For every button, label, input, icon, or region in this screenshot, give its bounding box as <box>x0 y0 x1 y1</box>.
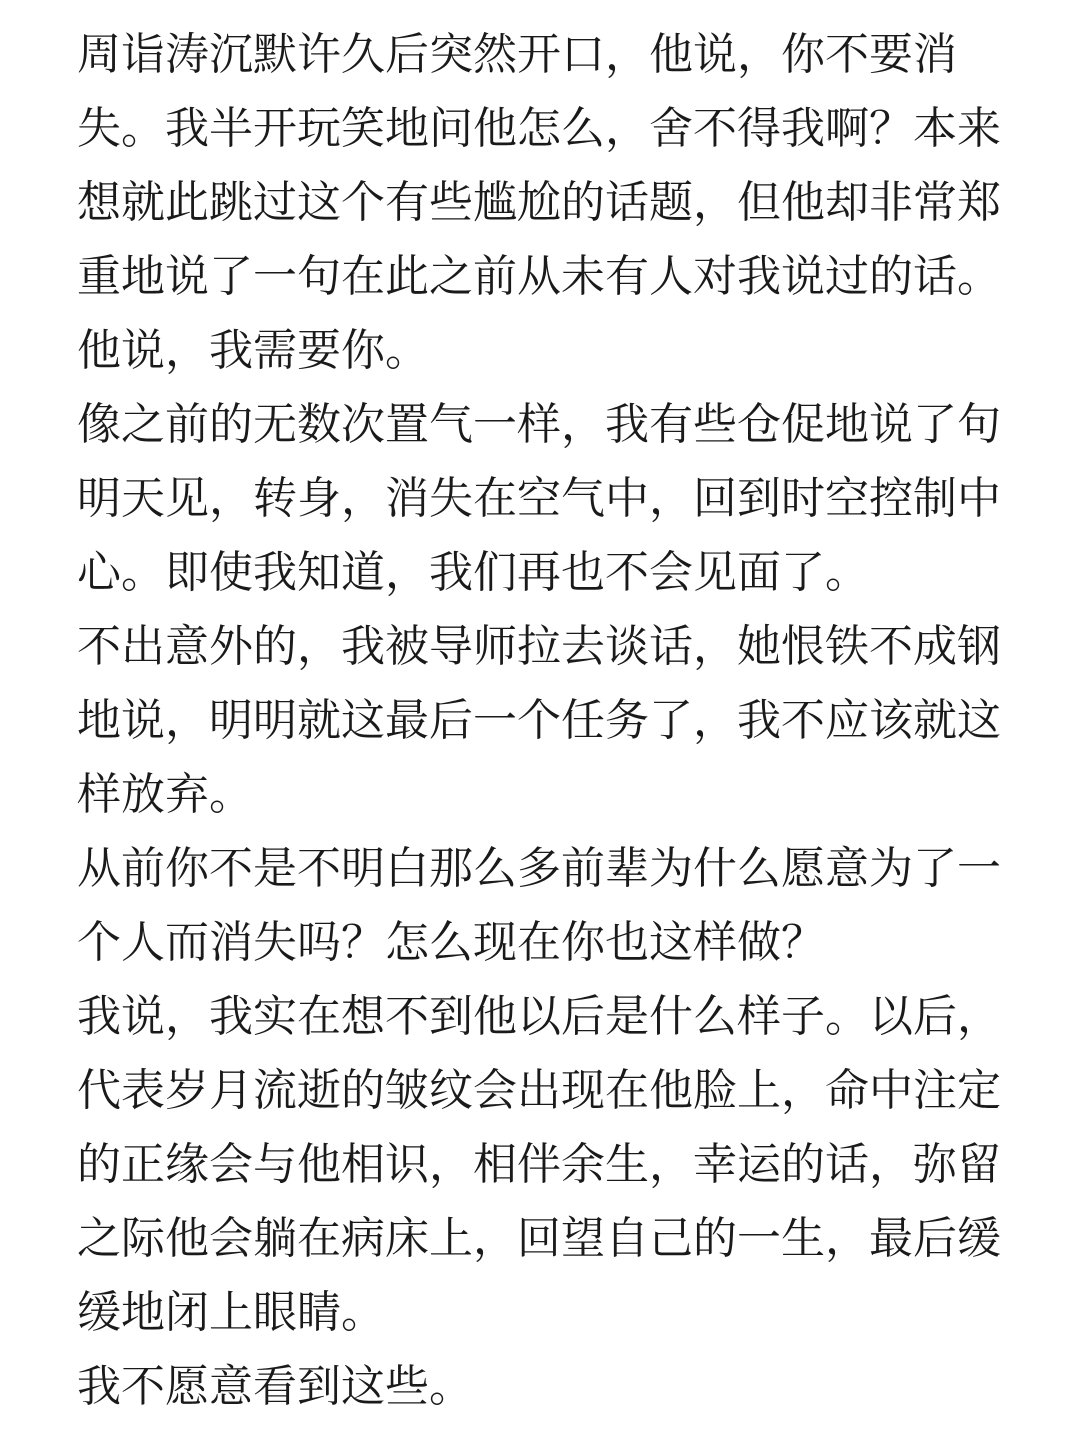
text-line-16: 的正缘会与他相识，相伴余生，幸运的话，弥留 <box>77 1139 1001 1190</box>
text-line-8: 心。即使我知道，我们再也不会见面了。 <box>77 547 869 598</box>
text-line-11: 样放弃。 <box>77 769 253 820</box>
text-line-10: 地说，明明就这最后一个任务了，我不应该就这 <box>77 695 1001 746</box>
text-line-19: 我不愿意看到这些。 <box>77 1361 473 1412</box>
article-text <box>77 18 1017 1424</box>
text-line-2: 失。我半开玩笑地问他怎么，舍不得我啊？本来 <box>77 103 1001 154</box>
text-line-17: 之际他会躺在病床上，回望自己的一生，最后缓 <box>77 1213 1001 1264</box>
text-line-1: 周诣涛沉默许久后突然开口，他说，你不要消 <box>77 29 957 80</box>
text-line-12: 从前你不是不明白那么多前辈为什么愿意为了一 <box>77 843 1001 894</box>
text-line-9: 不出意外的，我被导师拉去谈话，她恨铁不成钢 <box>77 621 1001 672</box>
text-line-4: 重地说了一句在此之前从未有人对我说过的话。 <box>77 251 1001 302</box>
text-line-14: 我说，我实在想不到他以后是什么样子。以后， <box>77 991 1001 1042</box>
text-line-3: 想就此跳过这个有些尴尬的话题，但他却非常郑 <box>77 177 1001 228</box>
text-line-15: 代表岁月流逝的皱纹会出现在他脸上，命中注定 <box>77 1065 1001 1116</box>
text-line-13: 个人而消失吗？怎么现在你也这样做？ <box>77 917 825 968</box>
text-line-7: 明天见，转身，消失在空气中，回到时空控制中 <box>77 473 1001 524</box>
text-line-18: 缓地闭上眼睛。 <box>77 1287 385 1338</box>
text-line-6: 像之前的无数次置气一样，我有些仓促地说了句 <box>77 399 1001 450</box>
text-line-5: 他说，我需要你。 <box>77 325 429 376</box>
